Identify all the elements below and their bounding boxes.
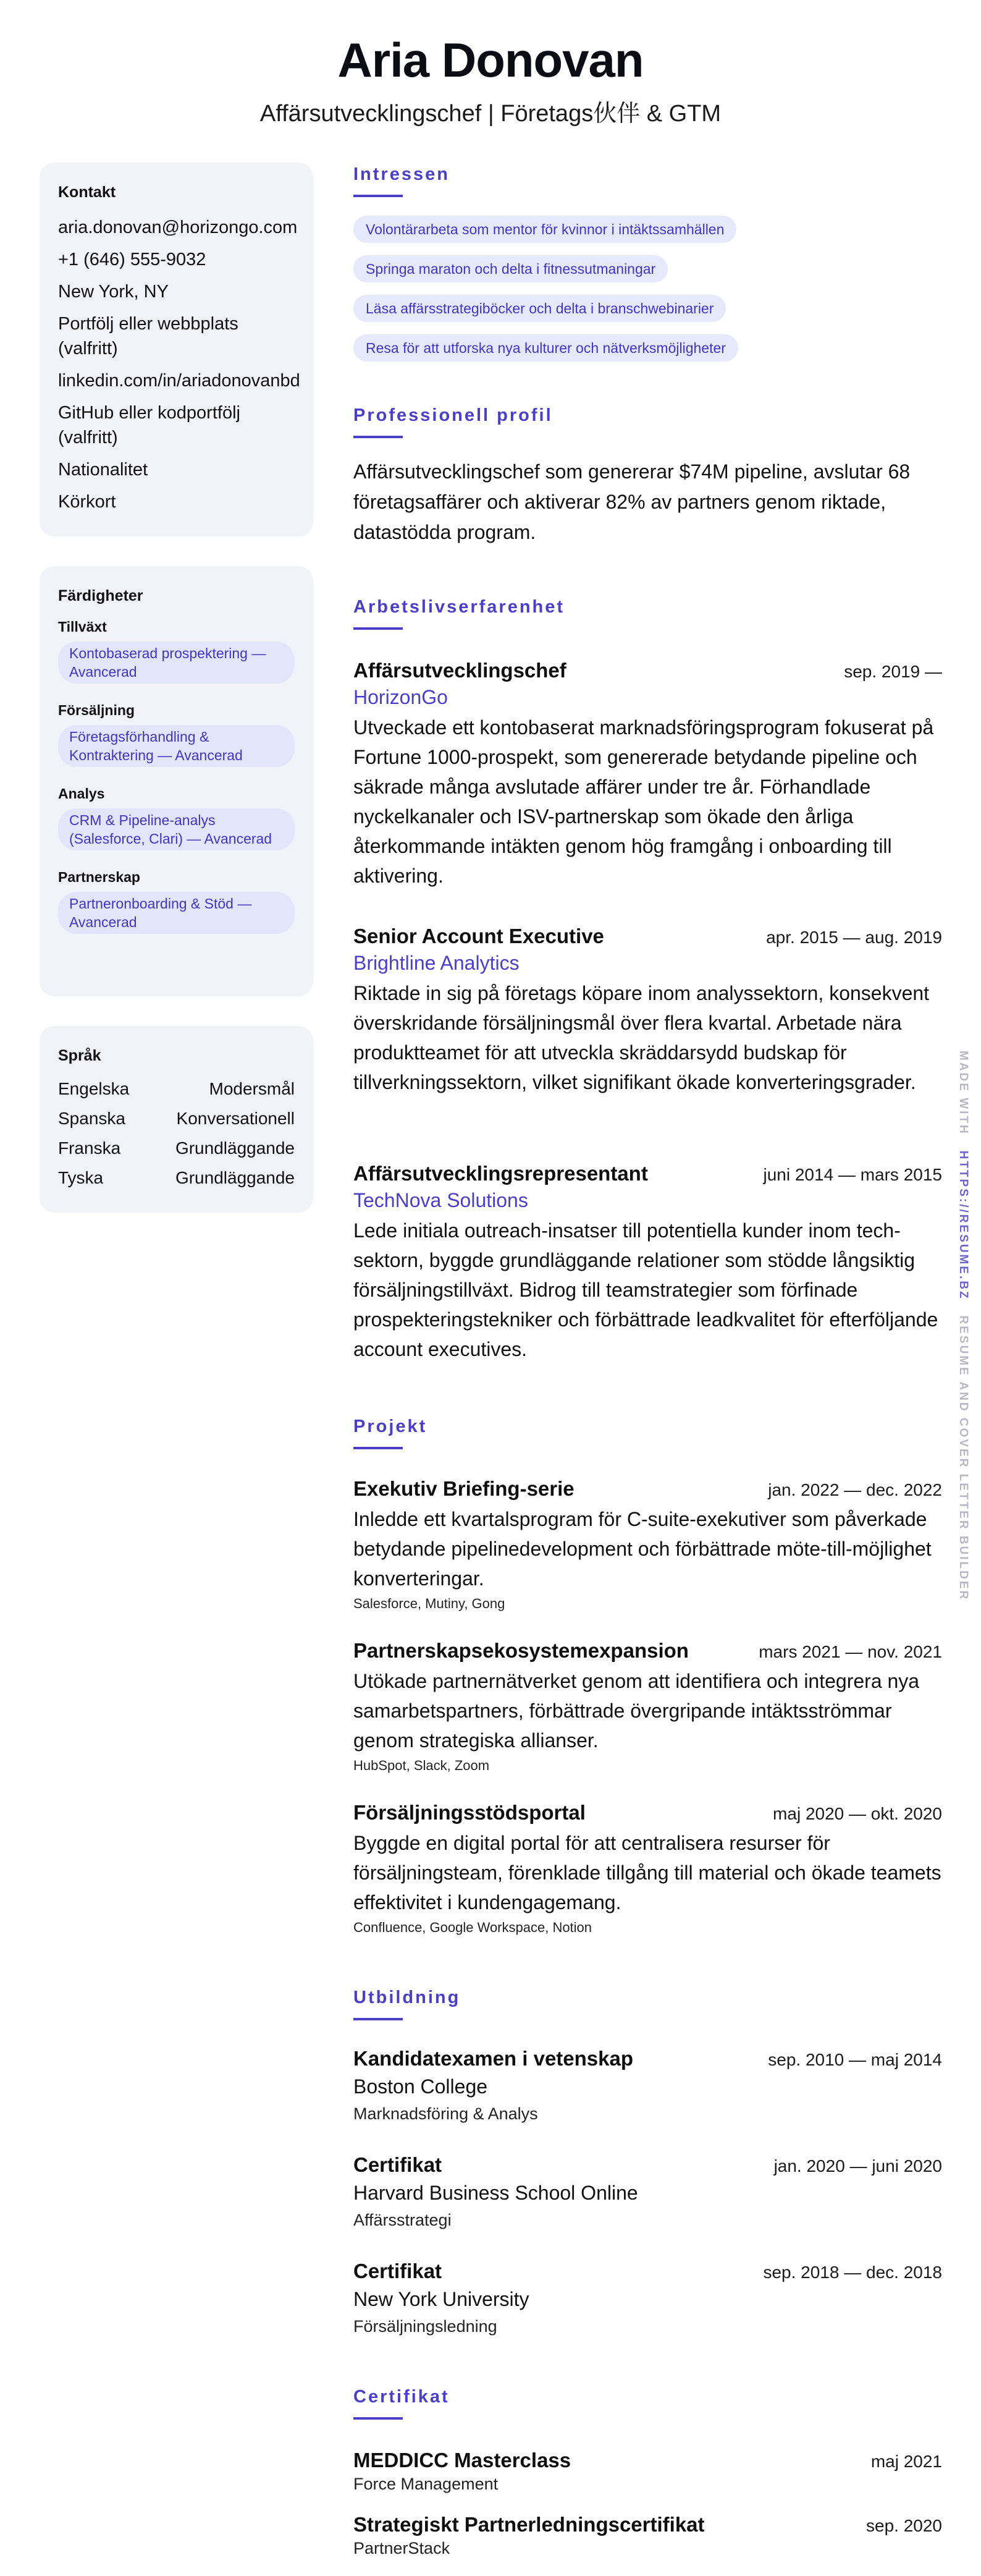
interests-section [353,166,942,374]
contact-email[interactable]: aria.donovan@horizongo.com [58,218,298,237]
contact-card [40,163,313,536]
certificate-issuer: PartnerStack [353,2539,450,2557]
experience-section [353,598,942,648]
skills-title: Färdigheter [58,587,143,604]
section-title: Certifikat [353,2387,450,2407]
skill-pill: CRM & Pipeline-analys (Salesforce, Clari) — Avancerad [58,808,295,850]
education-entry [353,2153,942,2230]
certificate-issuer: Force Management [353,2475,499,2493]
skills-card [40,566,313,996]
education-date: sep. 2018 — dec. 2018 [763,2263,942,2282]
entry-description: Riktade in sig på företags köpare inom analyssektorn, konsekvent överskridande försäljningsmål över flera kvartal. Arbetade nära produktteamet för att utveckla skräddarsydd budskap för tillverkningssektorn, vilket signifikant ökade konverteringsgrader. [353,982,930,1093]
entry-role: Affärsutvecklingschef [353,659,566,682]
languages-card [40,1026,313,1213]
contact-title: Kontakt [58,184,116,201]
project-date: jan. 2022 — dec. 2022 [768,1480,942,1499]
entry-date: juni 2014 — mars 2015 [763,1165,942,1184]
project-date: mars 2021 — nov. 2021 [759,1642,942,1661]
education-date: sep. 2010 — maj 2014 [768,2050,942,2069]
contact-github[interactable]: GitHub eller kodportfölj (valfritt) [58,403,240,447]
language-level: Modersmål [209,1079,295,1098]
watermark-suffix: RESUME AND COVER LETTER BUILDER [957,1315,970,1601]
certificates-section [353,2388,942,2438]
skill-group [58,786,295,850]
certificate-name: Strategiskt Partnerledningscertifikat [353,2513,705,2536]
experience-entry [353,659,942,891]
experience-entry [353,1162,942,1364]
section-underline [353,195,403,197]
interest-pill: Läsa affärsstrategiböcker och delta i branschwebinarier [353,295,726,322]
language-row [58,1138,295,1159]
language-level: Konversationell [176,1109,295,1128]
section-underline [353,2417,403,2420]
candidate-name: Aria Donovan [337,33,644,87]
section-title: Projekt [353,1417,427,1436]
project-tools: Confluence, Google Workspace, Notion [353,1920,592,1935]
project-name: Försäljningsstödsportal [353,1801,586,1824]
skill-group-name: Försäljning [58,702,135,718]
education-school: Harvard Business School Online [353,2182,638,2204]
project-tools: HubSpot, Slack, Zoom [353,1758,490,1773]
section-underline [353,1447,403,1449]
language-name: Tyska [58,1168,104,1187]
entry-description: Utveckade ett kontobaserat marknadsföringsprogram fokuserat på Fortune 1000-prospekt, som genererade betydande pipeline och säkrade många avslutade affärer under tre år. Förhandlade nyckelkanaler och ISV-partnerskap som ökade den årliga återkommande intäkten genom hög framgång i onboarding till aktivering. [353,716,934,887]
project-name: Partnerskapsekosystemexpansion [353,1639,689,1662]
education-section [353,1989,942,2039]
contact-portfolio[interactable]: Portfölj eller webbplats (valfritt) [58,314,238,358]
entry-company: TechNova Solutions [353,1189,528,1211]
project-name: Exekutiv Briefing-serie [353,1477,575,1500]
entry-date: apr. 2015 — aug. 2019 [766,928,942,947]
experience-entry [353,925,942,1097]
resume-header [0,33,981,127]
language-level: Grundläggande [175,1168,295,1187]
education-entry [353,2260,942,2336]
section-title: Professionell profil [353,405,553,425]
interest-pill: Resa för att utforska nya kulturer och nätverksmöjligheter [353,334,738,362]
section-title: Utbildning [353,1988,461,2007]
entry-date: sep. 2019 — [844,662,942,681]
project-entry [353,1639,942,1774]
project-description: Inledde ett kvartalsprogram för C-suite-exekutiver som påverkade betydande pipelinedevelopment och förbättrade möte-till-möjlighet konverteringar. [353,1508,932,1590]
certificate-name: MEDDICC Masterclass [353,2449,571,2472]
project-tools: Salesforce, Mutiny, Gong [353,1596,505,1611]
entry-role: Senior Account Executive [353,925,604,947]
contact-location: New York, NY [58,282,169,302]
certificate-date: sep. 2020 [866,2516,942,2535]
contact-linkedin[interactable]: linkedin.com/in/ariadonovanbd [58,371,300,391]
interest-pill: Volontärarbeta som mentor för kvinnor i intäktssamhällen [353,216,736,243]
section-title: Intressen [353,164,450,184]
education-field: Affärsstrategi [353,2211,452,2229]
skill-group [58,869,295,934]
education-degree: Kandidatexamen i vetenskap [353,2047,634,2070]
project-entry [353,1477,942,1612]
language-row [58,1167,295,1188]
certificate-date: maj 2021 [870,2452,942,2471]
skill-pill: Kontobaserad prospektering — Avancerad [58,642,295,684]
contact-nationality: Nationalitet [58,460,148,480]
skill-group [58,702,295,767]
watermark-link[interactable]: HTTPS://RESUME.BZ [957,1150,970,1300]
entry-company: Brightline Analytics [353,952,520,974]
languages-title: Språk [58,1047,101,1064]
section-underline [353,627,403,630]
education-school: Boston College [353,2075,488,2098]
candidate-subtitle: Affärsutvecklingschef | Företags伙伴 & GTM [259,101,722,127]
education-degree: Certifikat [353,2260,442,2282]
skill-group-name: Tillväxt [58,619,107,635]
builder-watermark [957,1051,975,1601]
entry-role: Affärsutvecklingsrepresentant [353,1162,648,1185]
project-description: Byggde en digital portal för att centralisera resurser för försäljningsteam, förenklade tillgång till material och ökade teamets effektivitet i kundengagemang. [353,1832,941,1913]
profile-section [353,407,942,548]
language-level: Grundläggande [175,1138,295,1158]
watermark-prefix: MADE WITH [957,1051,970,1135]
certificate-entry [353,2513,942,2558]
project-entry [353,1801,942,1936]
education-date: jan. 2020 — juni 2020 [773,2156,942,2176]
interest-pill: Springa maraton och delta i fitnessutmaningar [353,255,668,282]
skill-group-name: Partnerskap [58,869,140,885]
section-underline [353,436,403,438]
education-field: Försäljningsledning [353,2317,497,2336]
education-entry [353,2047,942,2124]
section-underline [353,2018,403,2020]
education-field: Marknadsföring & Analys [353,2104,538,2123]
language-name: Engelska [58,1079,130,1098]
entry-description: Lede initiala outreach-insatser till potentiella kunder inom tech-sektorn, byggde grundläggande relationer som stödde långsiktig försäljningstillväxt. Bidrog till teamstrategier som förfinade prospekteringstekniker och förbättrade leadkvalitet för efterföljande account executives. [353,1219,938,1360]
language-name: Franska [58,1138,121,1158]
skill-pill: Företagsförhandling & Kontraktering — Avancerad [58,725,295,767]
projects-section [353,1418,942,1468]
profile-text: Affärsutvecklingschef som genererar $74M pipeline, avslutar 68 företagsaffärer och aktiverar 82% av partners genom riktade, datastödda program. [353,460,911,543]
skill-pill: Partneronboarding & Stöd — Avancerad [58,892,295,934]
skill-group-name: Analys [58,786,105,802]
language-name: Spanska [58,1109,125,1128]
entry-company: HorizonGo [353,686,448,708]
contact-license: Körkort [58,492,116,512]
language-row [58,1108,295,1129]
project-date: maj 2020 — okt. 2020 [773,1804,942,1823]
education-school: New York University [353,2288,529,2310]
project-description: Utökade partnernätverket genom att identifiera och integrera nya samarbetspartners, förbättrade övergripande intäktsströmmar genom strategiska allianser. [353,1670,920,1752]
contact-phone[interactable]: +1 (646) 555-9032 [58,250,206,269]
language-row [58,1078,295,1099]
skill-group [58,619,295,684]
education-degree: Certifikat [353,2153,442,2176]
certificate-entry [353,2449,942,2494]
section-title: Arbetslivserfarenhet [353,597,565,617]
